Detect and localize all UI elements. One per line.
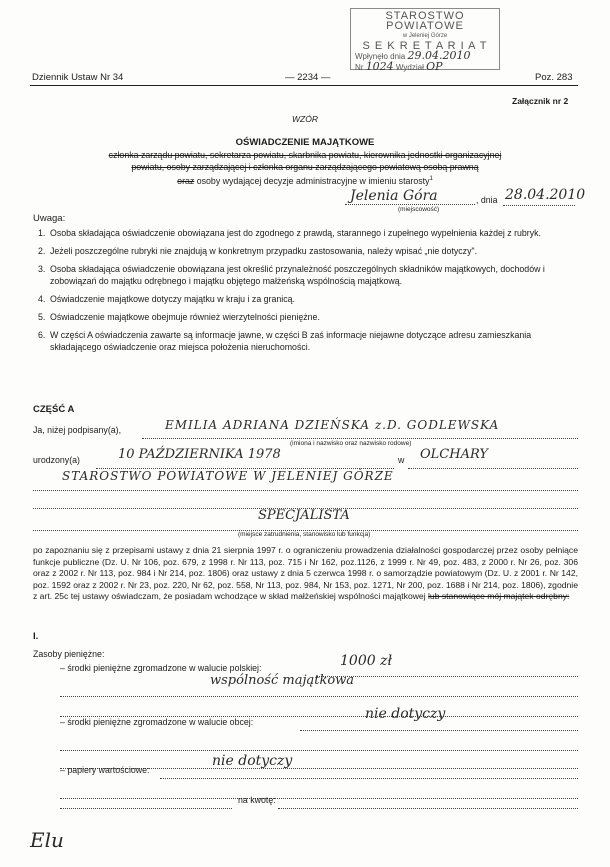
- part-a-heading: CZĘŚĆ A: [33, 404, 75, 415]
- pln-funds-handwritten: 1000 zł: [340, 653, 392, 669]
- note-text: Osoba składająca oświadczenie obowiązana jest określić przynależność poszczególnych składników majątkowych, dochodów i zobowiązań do majątku odrębnego i majątku objętego małżeńską wspólnością majątkową.: [50, 264, 545, 286]
- note-item: [38, 263, 578, 287]
- stamp-title: STAROSTWO POWIATOWE: [385, 10, 465, 32]
- struck-line-2: powiatu, osoby zarządzającej i członka organu zarządzającego powiatową osobą prawną: [131, 162, 479, 172]
- note-item: [38, 245, 578, 257]
- note-item: [38, 293, 578, 305]
- date-handwritten: 28.04.2010: [505, 187, 586, 203]
- birthdate-handwritten: 10 PAŹDZIERNIKA 1978: [118, 447, 281, 462]
- stamp-wydzial-label: Wydział: [395, 63, 424, 72]
- amount-line-left: [60, 796, 232, 809]
- note-item: [38, 227, 578, 239]
- place-handwritten: Jelenia Góra: [350, 188, 438, 204]
- note-text: Oświadczenie majątkowe dotyczy majątku w kraju i za granicą.: [50, 294, 295, 304]
- margin-handwritten-note: Elu: [30, 828, 64, 852]
- legal-basis-main: po zapoznaniu się z przepisami ustawy z dnia 21 sierpnia 1997 r. o ograniczeniu prowadzenia działalności gospodarczej przez osoby pełniące funkcje publiczne (Dz. U. Nr 106, poz. 679, z 1998 r. Nr 113, poz. 715 i Nr 162, poz.1126, z 1999 r. Nr 49, poz. 483, z 2000 r. Nr 26, poz. 306 oraz z 2002 r. Nr 113, poz. 984 i Nr 214, poz. 1806) oraz ustawy z dnia 5 czerwca 1998 r. o samorządzie powiatowym (Dz. U. z 2001 r. Nr 142, poz. 1592 oraz z 2002 r. Nr 23, poz. 220, Nr 62, poz. 558, Nr 113, poz. 984, Nr 153, poz. 1271, Nr 200, poz. 1688 i Nr 214, poz. 1806), zgodnie z art. 25c tej ustawy oświadczam, że posiadam wchodzące w skład małżeńskiej wspólności majątkowej: [33, 545, 578, 602]
- stamp-wydzial-value: OP: [426, 60, 443, 73]
- wzor-label: WZÓR: [292, 114, 318, 124]
- amount-line: [278, 796, 578, 809]
- securities-label: – papiery wartościowe:: [60, 765, 150, 775]
- date-label: , dnia: [476, 195, 498, 205]
- annex-label: Załącznik nr 2: [512, 96, 569, 106]
- place-line: [345, 192, 475, 205]
- note-text: Osoba składająca oświadczenie obowiązana jest do zgodnego z prawdą, starannego i zupełnego wypełnienia każdej z rubryk.: [50, 228, 541, 238]
- name-handwritten: EMILIA ADRIANA DZIEŃSKA z.D. GODLEWSKA: [165, 418, 500, 432]
- foreign-funds-line-2: [60, 738, 578, 751]
- birthplace-label: w: [398, 455, 405, 465]
- legal-basis-text: [33, 545, 578, 603]
- note-number: 2.: [38, 246, 46, 256]
- note-number: 3.: [38, 264, 46, 274]
- struck-line-1: członka zarządu powiatu, sekretarza powiatu, skarbnika powiatu, kierownika jednostki organizacyjnej: [108, 150, 502, 160]
- foreign-funds-handwritten: nie dotyczy: [365, 706, 446, 722]
- footnote-mark: 1: [429, 176, 433, 182]
- notes-label: Uwaga:: [33, 213, 66, 224]
- note-number: 4.: [38, 294, 46, 304]
- legal-basis-struck: lub stanowiące mój majątek odrębny:: [428, 591, 570, 602]
- position-caption: (miejsce zatrudnienia, stanowisko lub funkcja): [238, 531, 371, 538]
- stamp-nr-value: 1024: [365, 60, 394, 73]
- stamp-received-label: Wpłynęło dnia: [355, 52, 406, 61]
- stamp-nr-label: Nr: [355, 63, 364, 72]
- securities-handwritten: nie dotyczy: [212, 753, 293, 769]
- foreign-funds-label: – środki pieniężne zgromadzone w walucie obcej:: [60, 717, 254, 727]
- notes-list: [38, 227, 578, 359]
- stamp-received-date: 29.04.2010: [407, 49, 471, 62]
- section-i-heading: I.: [33, 631, 39, 642]
- born-label: urodzony(a): [33, 455, 80, 465]
- note-number: 6.: [38, 330, 46, 340]
- stamp-sub: w Jeleniej Górze: [402, 33, 448, 39]
- note-text: Jeżeli poszczególne rubryki nie znajdują w konkretnym przypadku zastosowania, należy wpisać „nie dotyczy".: [50, 246, 478, 256]
- struck-oraz: oraz: [177, 175, 195, 186]
- birthplace-handwritten: OLCHARY: [420, 447, 488, 462]
- form-title: OŚWIADCZENIE MAJĄTKOWE: [235, 137, 375, 148]
- title-line-3-rest: osoby wydającej decyzje administracyjne w imieniu starosty: [194, 175, 430, 186]
- note-text: Oświadczenie majątkowe obejmuje również wierzytelności pieniężne.: [50, 312, 320, 322]
- journal-name: Dziennik Ustaw Nr 34: [32, 72, 124, 83]
- note-text: W części A oświadczenia zawarte są informacje jawne, w części B zaś informacje niejawne dotyczące adresu zamieszkania składającego oświadczenie oraz miejsca położenia nieruchomości.: [50, 330, 532, 352]
- date-line: [503, 193, 575, 206]
- registry-stamp: [350, 8, 500, 73]
- note-item: [38, 311, 578, 323]
- pln-funds-handwritten-2: wspólność majątkowa: [210, 673, 355, 688]
- employer-handwritten: STAROSTWO POWIATOWE W JELENIEJ GÓRZE: [62, 469, 394, 483]
- pln-funds-label: – środki pieniężne zgromadzone w walucie polskiej:: [60, 663, 262, 673]
- title-line-3: [0, 173, 610, 187]
- cash-resources-label: Zasoby pieniężne:: [33, 649, 105, 659]
- stamp-line2: S E K R E T A R I A T: [362, 40, 488, 52]
- position-number: Poz. 283: [535, 72, 573, 83]
- name-caption: (imiona i nazwisko oraz nazwisko rodowe): [290, 440, 412, 447]
- position-handwritten: SPECJALISTA: [258, 508, 350, 523]
- note-item: [38, 329, 578, 353]
- page-number: — 2234 —: [285, 72, 331, 83]
- note-number: 5.: [38, 312, 46, 322]
- amount-label: na kwotę:: [238, 795, 276, 805]
- header-rule: [30, 85, 578, 86]
- note-number: 1.: [38, 228, 46, 238]
- ja-label: Ja, niżej podpisany(a),: [33, 425, 122, 435]
- place-caption: (miejscowość): [398, 206, 440, 213]
